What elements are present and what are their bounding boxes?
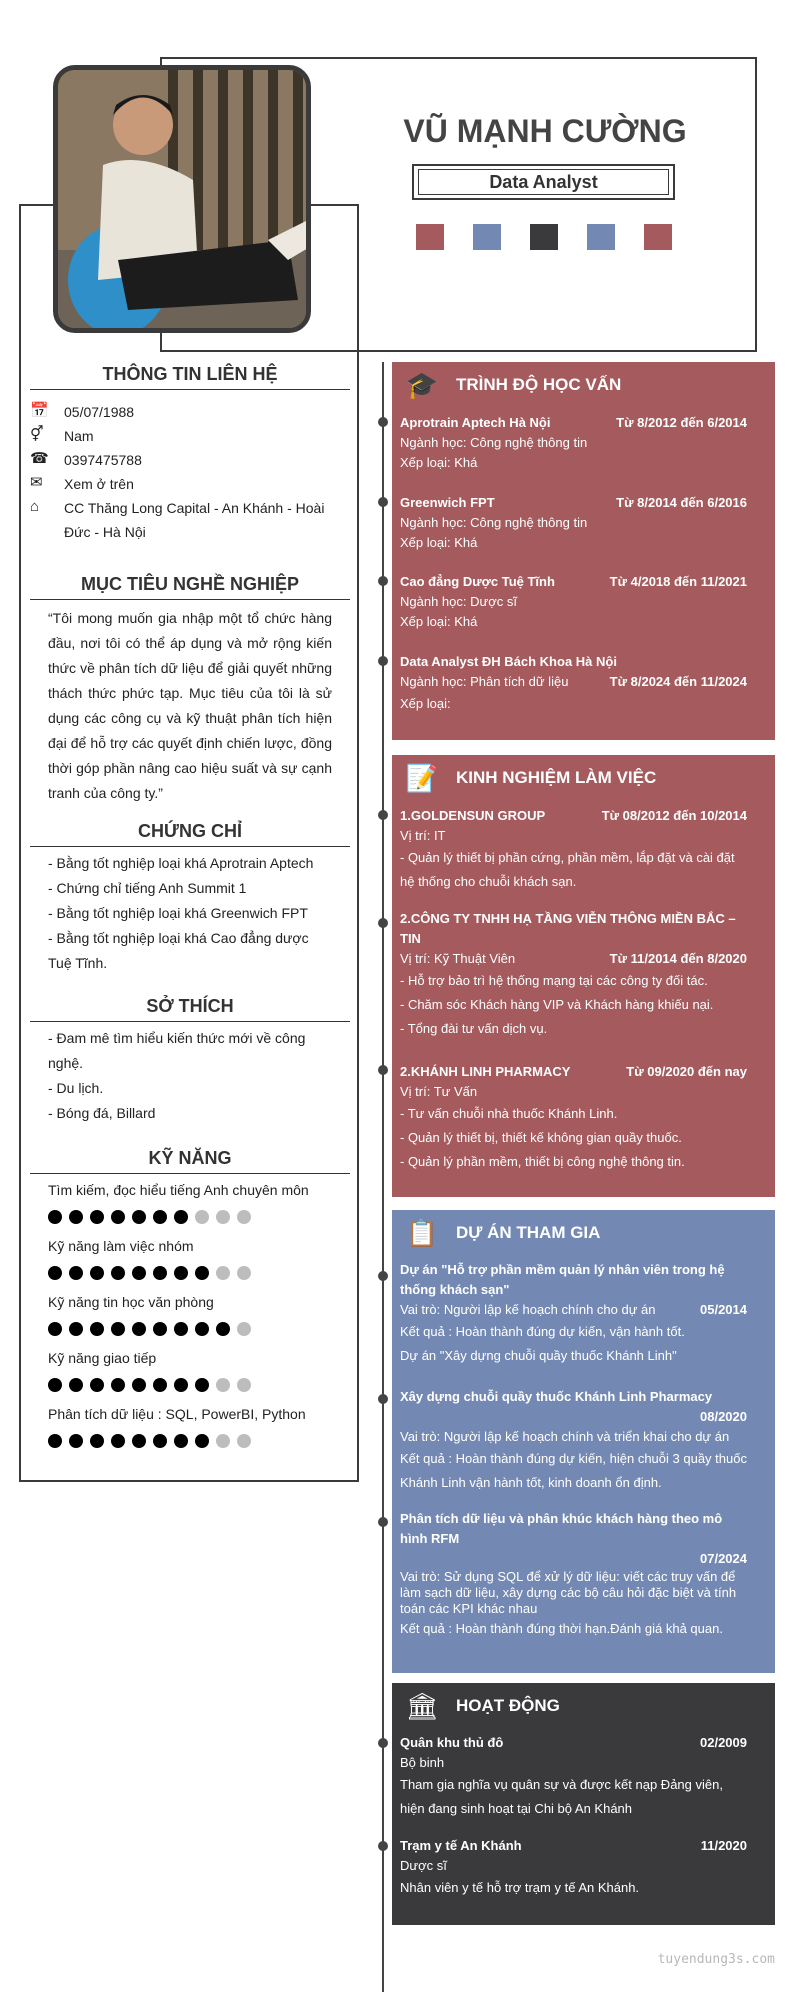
job-title-banner	[412, 164, 675, 200]
rating-dot-filled	[48, 1266, 62, 1280]
project-role: Vai trò: Người lập kế hoạch chính cho dự án	[400, 1302, 656, 1317]
activity-place: Trạm y tế An Khánh	[400, 1838, 522, 1853]
task: - Quản lý thiết bị, thiết kế không gian quầy thuốc.	[400, 1130, 682, 1145]
task: - Quản lý thiết bị phần cứng, phần mềm, lắp đặt và cài đặt hệ thống cho chuỗi khách sạn.	[400, 850, 735, 889]
position: Vị trí: Tư Vấn	[400, 1084, 478, 1099]
task: - Quản lý phần mềm, thiết bị công nghệ thông tin.	[400, 1154, 685, 1169]
color-swatches	[416, 224, 672, 250]
rating-dot-filled	[153, 1434, 167, 1448]
activity-role: Bộ binh	[400, 1755, 445, 1770]
rating-dot-filled	[90, 1210, 104, 1224]
skill-rating	[30, 1266, 350, 1280]
period: Từ 8/2012 đến 6/2014	[616, 415, 747, 430]
rank: Xếp loại: Khá	[400, 455, 478, 470]
color-swatch	[530, 224, 558, 250]
section-header	[400, 1683, 767, 1729]
period: Từ 8/2014 đến 6/2016	[616, 495, 747, 510]
color-swatch	[644, 224, 672, 250]
contact-text: Xem ở trên	[64, 476, 134, 492]
rating-dot-filled	[174, 1378, 188, 1392]
timeline-dot	[378, 656, 388, 666]
rating-dot-filled	[153, 1210, 167, 1224]
activity-entry	[400, 1836, 747, 1900]
contact-row	[30, 400, 350, 424]
section-title: THÔNG TIN LIÊN HỆ	[30, 364, 350, 390]
skill-name: Tìm kiếm, đọc hiểu tiếng Anh chuyên môn	[48, 1182, 309, 1198]
activity-date: 11/2020	[700, 1838, 747, 1853]
section-title: HOẠT ĐỘNG	[456, 1696, 560, 1715]
project-role: Vai trò: Người lập kế hoạch chính và triển khai cho dự án	[400, 1429, 730, 1444]
certificates-section	[30, 821, 350, 976]
calendar-icon: 📅	[30, 402, 49, 419]
rating-dot-filled	[90, 1378, 104, 1392]
major: Ngành học: Dược sĩ	[400, 594, 517, 609]
task: - Tư vấn chuỗi nhà thuốc Khánh Linh.	[400, 1106, 618, 1121]
rating-dot-filled	[111, 1434, 125, 1448]
rank: Xếp loại: Khá	[400, 614, 478, 629]
color-swatch	[416, 224, 444, 250]
contact-section	[30, 364, 350, 544]
home-icon: ⌂	[30, 498, 40, 515]
rating-dot-filled	[153, 1322, 167, 1336]
rating-dot-filled	[111, 1210, 125, 1224]
candidate-name: VŨ MẠNH CƯỜNG	[403, 113, 687, 149]
activities-section	[392, 1683, 775, 1925]
timeline-dot	[378, 1394, 388, 1404]
contact-row	[30, 496, 350, 544]
activity-place: Quân khu thủ đô	[400, 1735, 504, 1750]
contact-row	[30, 448, 350, 472]
project-result: Kết quả : Hoàn thành đúng dự kiến, vận hành tốt.	[400, 1324, 685, 1339]
school-name: Greenwich FPT	[400, 495, 495, 510]
certificate-item: - Bằng tốt nghiệp loại khá Greenwich FPT	[48, 905, 308, 921]
rating-dot-empty	[237, 1266, 251, 1280]
rating-dot-filled	[195, 1378, 209, 1392]
project-result: Kết quả : Hoàn thành đúng thời hạn.Đánh giá khả quan.	[400, 1621, 723, 1636]
position: Vị trí: IT	[400, 828, 446, 843]
timeline-dot	[378, 918, 388, 928]
rating-dot-empty	[237, 1322, 251, 1336]
rating-dot-filled	[90, 1434, 104, 1448]
project-document-icon: 📋	[405, 1217, 439, 1248]
rating-dot-empty	[237, 1210, 251, 1224]
gender-icon: ⚥	[30, 426, 44, 443]
section-header	[400, 755, 767, 801]
project-role: Vai trò: Sử dụng SQL để xử lý dữ liệu: viết các truy vấn để làm sạch dữ liệu, xây dựng các bộ câu hỏi đặc biệt và tính toán các KPI khác nhau	[400, 1569, 737, 1616]
rating-dot-empty	[216, 1434, 230, 1448]
task: - Chăm sóc Khách hàng VIP và Khách hàng khiếu nại.	[400, 997, 714, 1012]
project-name: Phân tích dữ liệu và phân khúc khách hàng theo mô hình RFM	[400, 1511, 723, 1546]
rating-dot-filled	[174, 1266, 188, 1280]
company-name: 1.GOLDENSUN GROUP	[400, 808, 546, 823]
timeline-dot	[378, 1738, 388, 1748]
timeline-dot	[378, 1841, 388, 1851]
hobbies-section	[30, 996, 350, 1126]
experience-entry	[400, 909, 747, 1041]
education-entry	[400, 572, 747, 632]
rating-dot-empty	[216, 1378, 230, 1392]
activity-entry	[400, 1733, 747, 1821]
rating-dot-filled	[69, 1266, 83, 1280]
rating-dot-filled	[48, 1434, 62, 1448]
contact-row	[30, 424, 350, 448]
skill-name: Phân tích dữ liệu : SQL, PowerBI, Python	[48, 1406, 306, 1422]
section-title: KỸ NĂNG	[30, 1148, 350, 1174]
skills-section	[30, 1148, 350, 1460]
contact-text: 0397475788	[64, 452, 142, 468]
activity-icon: 🏛	[405, 1690, 439, 1721]
rank: Xếp loại: Khá	[400, 535, 478, 550]
timeline-dot	[378, 1271, 388, 1281]
timeline-dot	[378, 1065, 388, 1075]
watermark: tuyendung3s.com	[657, 1952, 775, 1967]
rating-dot-filled	[174, 1434, 188, 1448]
rating-dot-filled	[90, 1322, 104, 1336]
section-title: TRÌNH ĐỘ HỌC VẤN	[456, 375, 622, 394]
rating-dot-filled	[132, 1434, 146, 1448]
major: Ngành học: Công nghệ thông tin	[400, 435, 588, 450]
rating-dot-filled	[69, 1210, 83, 1224]
rating-dot-filled	[69, 1434, 83, 1448]
school-name: Data Analyst ĐH Bách Khoa Hà Nội	[400, 654, 617, 669]
objective-section	[30, 574, 350, 806]
task: - Tổng đài tư vấn dịch vụ.	[400, 1021, 548, 1036]
section-header	[400, 362, 767, 408]
company-name: 2.CÔNG TY TNHH HẠ TẦNG VIỄN THÔNG MIỀN BẮC – TIN	[400, 911, 736, 946]
skill-name: Kỹ năng giao tiếp	[48, 1350, 157, 1366]
major: Ngành học: Phân tích dữ liệu	[400, 674, 569, 689]
education-entry	[400, 413, 747, 473]
rating-dot-filled	[90, 1266, 104, 1280]
rating-dot-filled	[132, 1266, 146, 1280]
skills-list	[30, 1180, 350, 1448]
rating-dot-empty	[216, 1266, 230, 1280]
contact-list	[30, 390, 350, 544]
project-entry	[400, 1387, 747, 1495]
rating-dot-empty	[237, 1434, 251, 1448]
education-entry	[400, 493, 747, 553]
certificate-item: - Bằng tốt nghiệp loại khá Aprotrain Aptech	[48, 855, 314, 871]
section-header	[400, 1210, 767, 1256]
contact-text: CC Thăng Long Capital - An Khánh - Hoài Đức - Hà Nội	[64, 500, 325, 540]
activity-desc: Nhân viên y tế hỗ trợ trạm y tế An Khánh.	[400, 1880, 640, 1895]
project-result: Kết quả : Hoàn thành đúng dự kiến, hiện chuỗi 3 quầy thuốc Khánh Linh vận hành tốt, kinh doanh ổn định.	[400, 1451, 747, 1490]
certificates-list	[30, 851, 350, 976]
major: Ngành học: Công nghệ thông tin	[400, 515, 588, 530]
rating-dot-filled	[48, 1210, 62, 1224]
experience-section	[392, 755, 775, 1197]
project-date: 07/2024	[700, 1551, 747, 1566]
education-entry	[400, 652, 747, 716]
skill-name: Kỹ năng làm việc nhóm	[48, 1238, 194, 1254]
hobby-item: - Du lịch.	[48, 1080, 104, 1096]
rating-dot-filled	[195, 1434, 209, 1448]
section-title: KINH NGHIỆM LÀM VIỆC	[456, 768, 657, 787]
rating-dot-filled	[69, 1322, 83, 1336]
rating-dot-filled	[111, 1378, 125, 1392]
color-swatch	[587, 224, 615, 250]
rating-dot-filled	[48, 1322, 62, 1336]
rating-dot-filled	[153, 1266, 167, 1280]
activity-date: 02/2009	[700, 1735, 747, 1750]
rating-dot-filled	[111, 1266, 125, 1280]
contact-text: 05/07/1988	[64, 404, 135, 420]
rating-dot-filled	[111, 1322, 125, 1336]
rank: Xếp loại:	[400, 696, 451, 711]
period: Từ 4/2018 đến 11/2021	[609, 574, 747, 589]
color-swatch	[473, 224, 501, 250]
project-date: 05/2014	[700, 1302, 747, 1317]
rating-dot-empty	[216, 1210, 230, 1224]
rating-dot-filled	[69, 1378, 83, 1392]
project-entry	[400, 1260, 747, 1368]
hobby-item: - Bóng đá, Billard	[48, 1105, 156, 1121]
position: Vị trí: Kỹ Thuật Viên	[400, 951, 516, 966]
objective-text: “Tôi mong muốn gia nhập một tổ chức hàng đầu, nơi tôi có thể áp dụng và mở rộng kiến thức về phân tích dữ liệu để giải quyết những thách thức phức tạp. Mục tiêu của tôi là sử dụng các công cụ và kỹ thuật phân tích hiện đại để hỗ trợ các quyết định chiến lược, đồng thời góp phần nâng cao hiệu suất và sự cạnh tranh của công ty.”	[48, 610, 332, 801]
projects-section	[392, 1210, 775, 1673]
rating-dot-empty	[195, 1210, 209, 1224]
experience-entry	[400, 1062, 747, 1174]
school-name: Aprotrain Aptech Hà Nội	[400, 415, 551, 430]
skill-rating	[30, 1322, 350, 1336]
section-title: SỞ THÍCH	[30, 996, 350, 1022]
project-date: 08/2020	[700, 1409, 747, 1424]
section-title: MỤC TIÊU NGHỀ NGHIỆP	[30, 574, 350, 600]
contact-text: Nam	[64, 428, 94, 444]
activity-role: Dược sĩ	[400, 1858, 447, 1873]
rating-dot-filled	[132, 1210, 146, 1224]
timeline-dot	[378, 417, 388, 427]
period: Từ 8/2024 đến 11/2024	[609, 674, 747, 689]
rating-dot-filled	[174, 1322, 188, 1336]
contact-row	[30, 472, 350, 496]
profile-photo	[53, 65, 311, 333]
phone-icon: ☎	[30, 450, 49, 467]
school-name: Cao đẳng Dược Tuệ Tĩnh	[400, 574, 555, 589]
experience-entry	[400, 806, 747, 894]
company-name: 2.KHÁNH LINH PHARMACY	[400, 1064, 571, 1079]
rating-dot-filled	[174, 1210, 188, 1224]
mail-icon: ✉	[30, 474, 43, 491]
skill-rating	[30, 1434, 350, 1448]
hobby-item: - Đam mê tìm hiểu kiến thức mới về công nghệ.	[48, 1030, 306, 1071]
section-title: CHỨNG CHỈ	[30, 821, 350, 847]
education-section	[392, 362, 775, 740]
period: Từ 11/2014 đến 8/2020	[609, 951, 747, 966]
skill-name: Kỹ năng tin học văn phòng	[48, 1294, 214, 1310]
rating-dot-filled	[48, 1378, 62, 1392]
project-entry	[400, 1509, 747, 1641]
certificate-item: - Chứng chỉ tiếng Anh Summit 1	[48, 880, 247, 896]
timeline-dot	[378, 1517, 388, 1527]
rating-dot-filled	[216, 1322, 230, 1336]
rating-dot-filled	[195, 1266, 209, 1280]
skill-rating	[30, 1378, 350, 1392]
period: Từ 09/2020 đến nay	[626, 1064, 747, 1079]
document-icon: 📝	[405, 762, 439, 793]
timeline-dot	[378, 497, 388, 507]
rating-dot-empty	[237, 1378, 251, 1392]
graduate-icon: 🎓	[405, 369, 439, 400]
period: Từ 08/2012 đến 10/2014	[601, 808, 747, 823]
rating-dot-filled	[132, 1322, 146, 1336]
certificate-item: - Bằng tốt nghiệp loại khá Cao đẳng dược Tuệ Tĩnh.	[48, 930, 309, 971]
section-title: DỰ ÁN THAM GIA	[456, 1223, 601, 1242]
timeline-dot	[378, 576, 388, 586]
skill-rating	[30, 1210, 350, 1224]
task: - Hỗ trợ bảo trì hệ thống mạng tại các công ty đối tác.	[400, 973, 708, 988]
project-note: Dự án "Xây dựng chuỗi quầy thuốc Khánh Linh"	[400, 1348, 677, 1363]
rating-dot-filled	[153, 1378, 167, 1392]
rating-dot-filled	[195, 1322, 209, 1336]
activity-desc: Tham gia nghĩa vụ quân sự và được kết nạp Đảng viên, hiện đang sinh hoạt tại Chi bộ An Khánh	[400, 1777, 723, 1816]
rating-dot-filled	[132, 1378, 146, 1392]
job-title: Data Analyst	[489, 171, 598, 192]
project-name: Xây dựng chuỗi quầy thuốc Khánh Linh Pharmacy	[400, 1389, 713, 1404]
timeline-dot	[378, 810, 388, 820]
hobbies-list	[30, 1026, 350, 1126]
project-name: Dự án "Hỗ trợ phần mềm quản lý nhân viên trong hệ thống khách sạn"	[400, 1262, 725, 1297]
